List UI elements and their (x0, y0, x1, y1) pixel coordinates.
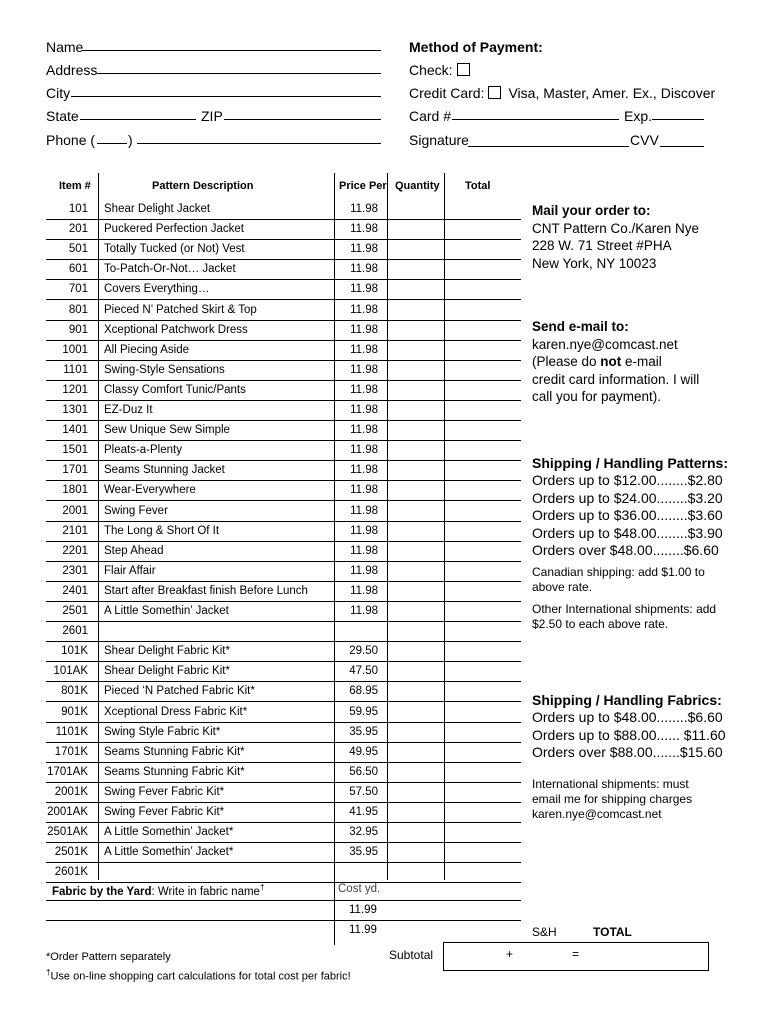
fabric-label-bold: Fabric by the Yard (52, 885, 152, 898)
total-label: TOTAL (593, 925, 632, 939)
price-per: 11.98 (350, 263, 378, 276)
price-per: 57.50 (349, 785, 378, 798)
row-line (46, 581, 521, 582)
row-line (46, 360, 521, 361)
row-line (46, 299, 521, 300)
cost-per-yard-header: Cost yd. (338, 883, 381, 895)
row-line (46, 259, 521, 260)
row-line (46, 782, 521, 783)
pattern-description: Flair Affair (104, 564, 156, 577)
item-number: 901K (61, 705, 88, 718)
city-label: City (46, 85, 71, 101)
row-line (46, 742, 521, 743)
mail-section (532, 202, 699, 272)
row-line (46, 340, 521, 341)
price-per: 11.98 (350, 323, 378, 336)
pattern-description: All Piecing Aside (104, 343, 190, 356)
mail-title: Mail your order to: (532, 203, 651, 218)
price-per: 11.98 (350, 303, 378, 316)
pattern-description: Step Ahead (104, 544, 164, 557)
row-line (46, 722, 521, 723)
item-number: 701 (68, 283, 88, 296)
item-number: 2001AK (47, 806, 88, 818)
state-label: State (46, 108, 79, 124)
mail-line-3: New York, NY 10023 (532, 255, 657, 271)
ship-fabric-rate-2: Orders up to $88.00...... $11.60 (532, 726, 726, 743)
pattern-description: Classy Comfort Tunic/Pants (104, 383, 246, 396)
ship-fabric-rate-1: Orders up to $48.00........$6.60 (532, 709, 723, 726)
shipping-fabrics-title: Shipping / Handling Fabrics: (532, 692, 722, 708)
pattern-description: Covers Everything… (104, 283, 210, 296)
item-number: 101 (68, 203, 88, 215)
phone-close-paren: ) (128, 132, 133, 148)
item-number: 2101 (62, 524, 88, 537)
price-per: 56.50 (349, 765, 378, 778)
row-line (46, 641, 521, 642)
intl-shipping-note: Other International shipments: add $2.50 to each above rate. (532, 602, 717, 631)
pattern-description: A Little Somethin’ Jacket* (104, 846, 234, 859)
pattern-description: Start after Breakfast finish Before Lunch (104, 584, 308, 597)
row-line (46, 521, 521, 522)
row-line (46, 802, 521, 803)
ship-pattern-rate-5: Orders over $48.00........$6.60 (532, 542, 719, 559)
zip-label: ZIP (201, 108, 223, 124)
item-number: 2601K (54, 866, 88, 879)
price-per: 11.98 (350, 605, 378, 617)
row-line (46, 601, 521, 602)
row-line (46, 621, 521, 622)
price-per: 32.95 (349, 826, 378, 839)
name-field[interactable] (82, 50, 381, 51)
pattern-description: Shear Delight Fabric Kit* (104, 665, 230, 678)
item-number: 2501K (54, 846, 88, 859)
price-per: 35.95 (349, 846, 378, 859)
row-line (46, 239, 521, 240)
email-note-1: (Please do not e-mail (532, 354, 662, 369)
pattern-description: Wear-Everywhere (104, 484, 196, 497)
credit-option (409, 85, 715, 101)
item-number: 1101K (55, 725, 88, 738)
item-number: 2501AK (47, 826, 88, 839)
item-number: 1101 (63, 363, 88, 376)
row-line (46, 460, 521, 461)
price-per: 11.98 (350, 424, 378, 437)
mail-line-2: 228 W. 71 Street #PHA (532, 238, 672, 253)
price-per: 59.95 (349, 705, 378, 718)
row-line (46, 320, 521, 321)
phone-area-field[interactable] (97, 143, 127, 144)
item-number: 101AK (53, 665, 88, 678)
item-number: 2301 (62, 564, 88, 577)
ship-pattern-rate-2: Orders up to $24.00........$3.20 (532, 489, 723, 506)
credit-label: Credit Card: (409, 85, 485, 101)
pattern-description: EZ-Duz It (104, 404, 153, 416)
price-per: 11.98 (350, 484, 378, 497)
credit-checkbox[interactable] (488, 86, 501, 99)
zip-field[interactable] (224, 119, 381, 120)
exp-label: Exp. (624, 108, 653, 124)
online-cart-note: †Use on-line shopping cart calculations for total cost per fabric! (46, 968, 351, 983)
row-line (46, 681, 521, 682)
item-number: 1501 (62, 444, 88, 457)
pattern-description: Swing-Style Sensations (104, 363, 225, 376)
item-number: 2401 (62, 584, 88, 597)
item-number: 1301 (62, 404, 88, 416)
item-number: 801 (68, 303, 88, 316)
check-label: Check: (409, 62, 453, 78)
email-address[interactable]: karen.nye@comcast.net (532, 336, 678, 352)
price-per: 11.98 (350, 243, 378, 256)
item-number: 801K (61, 685, 88, 698)
row-line (46, 661, 521, 662)
fabric-price-1: 11.99 (349, 904, 377, 916)
item-number: 1701AK (47, 765, 88, 778)
item-number: 501 (68, 243, 88, 256)
item-number: 101K (61, 645, 88, 658)
price-per: 47.50 (349, 665, 378, 678)
item-number: 1401 (62, 424, 88, 437)
item-number: 1701 (62, 464, 88, 477)
price-per: 11.98 (350, 544, 378, 557)
item-number: 2501 (62, 605, 88, 617)
price-per: 11.98 (350, 584, 378, 597)
pattern-description: A Little Somethin’ Jacket (104, 605, 229, 617)
price-per: 11.98 (350, 444, 378, 457)
subtotal-label: Subtotal (389, 948, 434, 962)
row-line (46, 279, 521, 280)
col-header-price: Price Per (339, 180, 387, 192)
address-label: Address (46, 62, 98, 78)
mail-line-1: CNT Pattern Co./Karen Nye (532, 220, 700, 236)
pattern-description: Sew Unique Sew Simple (104, 424, 230, 437)
row-line (46, 762, 521, 763)
col-header-quantity: Quantity (395, 180, 440, 192)
fabric-name-field-1[interactable] (46, 920, 521, 921)
pattern-description: Puckered Perfection Jacket (104, 223, 244, 236)
row-line (46, 862, 521, 863)
col-header-total: Total (465, 180, 491, 192)
ship-fabric-rate-3: Orders over $88.00.......$15.60 (532, 744, 723, 761)
card-number-field[interactable] (452, 119, 619, 120)
row-line (46, 500, 521, 501)
pattern-description: Swing Style Fabric Kit* (104, 725, 221, 738)
price-per: 11.98 (350, 343, 378, 356)
cvv-field[interactable] (660, 146, 704, 147)
state-field[interactable] (80, 119, 196, 120)
email-section (532, 318, 699, 406)
price-per: 11.98 (350, 223, 378, 236)
payment-title: Method of Payment: (409, 39, 543, 55)
pattern-description: Pleats-a-Plenty (104, 444, 182, 457)
equals-sign: = (572, 947, 580, 961)
fabric-label-rest: : Write in fabric name (151, 885, 260, 898)
pattern-description: Xceptional Patchwork Dress (104, 323, 248, 336)
price-per: 11.98 (350, 404, 378, 416)
order-separately-note: *Order Pattern separately (46, 951, 171, 963)
price-per: 11.98 (350, 283, 378, 296)
price-per: 11.98 (350, 564, 378, 577)
pattern-description: Totally Tucked (or Not) Vest (104, 243, 245, 256)
price-per: 41.95 (349, 806, 378, 818)
item-number: 1801 (62, 484, 88, 497)
signature-label: Signature (409, 132, 469, 148)
row-line (46, 440, 521, 441)
row-line (46, 842, 521, 843)
item-number: 901 (68, 323, 88, 336)
shipping-fabrics-section (532, 692, 726, 762)
price-per: 35.95 (349, 725, 378, 738)
row-line (46, 380, 521, 381)
name-label: Name (46, 39, 84, 55)
price-per: 68.95 (349, 685, 378, 698)
ship-pattern-rate-1: Orders up to $12.00........$2.80 (532, 472, 723, 489)
pattern-description: Swing Fever Fabric Kit* (104, 806, 225, 818)
row-line (46, 480, 521, 481)
check-checkbox[interactable] (457, 63, 470, 76)
item-number: 201 (68, 223, 88, 236)
ship-pattern-rate-3: Orders up to $36.00........$3.60 (532, 507, 723, 524)
pattern-description: Seams Stunning Fabric Kit* (104, 765, 245, 778)
fabric-price-2: 11.99 (349, 924, 377, 936)
price-per: 11.98 (350, 203, 378, 215)
pattern-description: Seams Stunning Fabric Kit* (104, 745, 245, 758)
price-per: 11.98 (350, 524, 378, 537)
row-line (46, 420, 521, 421)
pattern-description: Pieced N’ Patched Skirt & Top (104, 303, 257, 316)
item-number: 1701K (54, 745, 88, 758)
item-number: 2201 (62, 544, 88, 557)
exp-field[interactable] (652, 119, 704, 120)
canadian-shipping-note: Canadian shipping: add $1.00 to above rate. (532, 565, 705, 594)
item-number: 1201 (62, 383, 88, 396)
pattern-description: A Little Somethin’ Jacket* (104, 826, 234, 839)
email-title: Send e-mail to: (532, 319, 629, 334)
price-per: 29.50 (349, 645, 378, 658)
fabric-intl-note: International shipments: must email me for shipping charges karen.nye@comcast.net (532, 777, 693, 821)
plus-sign: + (506, 947, 514, 961)
phone-label: Phone ( (46, 132, 96, 148)
item-number: 2001K (54, 785, 88, 798)
sh-label: S&H (532, 925, 557, 939)
row-line (46, 822, 521, 823)
email-note-2: credit card information. I will (532, 371, 700, 387)
price-per: 11.98 (350, 464, 378, 477)
row-line (46, 561, 521, 562)
cvv-label: CVV (630, 132, 659, 148)
pattern-description: Shear Delight Fabric Kit* (104, 645, 230, 658)
address-field[interactable] (97, 73, 381, 74)
item-number: 601 (68, 263, 88, 276)
fabric-row-line (46, 900, 521, 901)
item-number: 2001 (62, 504, 88, 517)
row-line (46, 219, 521, 220)
row-line (46, 400, 521, 401)
pattern-description: Swing Fever (104, 504, 168, 517)
ship-pattern-rate-4: Orders up to $48.00........$3.90 (532, 524, 723, 541)
card-number-label: Card # (409, 108, 452, 124)
pattern-description: To-Patch-Or-Not… Jacket (104, 263, 236, 276)
shipping-patterns-section (532, 455, 728, 559)
row-line (46, 541, 521, 542)
row-line (46, 701, 521, 702)
pattern-description: Pieced ‘N Patched Fabric Kit* (104, 685, 255, 698)
price-per: 11.98 (350, 504, 378, 517)
shipping-patterns-title: Shipping / Handling Patterns: (532, 455, 728, 471)
phone-field[interactable] (137, 143, 381, 144)
email-note-3: call you for payment). (532, 389, 662, 404)
price-per: 11.98 (350, 383, 378, 396)
price-per: 11.98 (350, 363, 378, 376)
pattern-description: Shear Delight Jacket (104, 203, 211, 215)
item-number: 1001 (62, 343, 88, 356)
city-field[interactable] (71, 96, 381, 97)
pattern-description: Seams Stunning Jacket (104, 464, 225, 477)
pattern-description: The Long & Short Of It (104, 524, 220, 537)
item-number: 2601 (62, 625, 88, 638)
pattern-description: Xceptional Dress Fabric Kit* (104, 705, 248, 718)
signature-field[interactable] (468, 146, 629, 147)
fabric-by-yard-label (52, 883, 264, 898)
pattern-description: Swing Fever Fabric Kit* (104, 785, 225, 798)
check-option (409, 62, 470, 78)
card-types: Visa, Master, Amer. Ex., Discover (508, 85, 716, 101)
fabric-dagger: † (259, 883, 265, 892)
col-header-description: Pattern Description (152, 180, 254, 192)
col-header-item: Item # (59, 180, 91, 192)
col-divider-price (334, 173, 335, 945)
price-per: 49.95 (349, 745, 378, 758)
